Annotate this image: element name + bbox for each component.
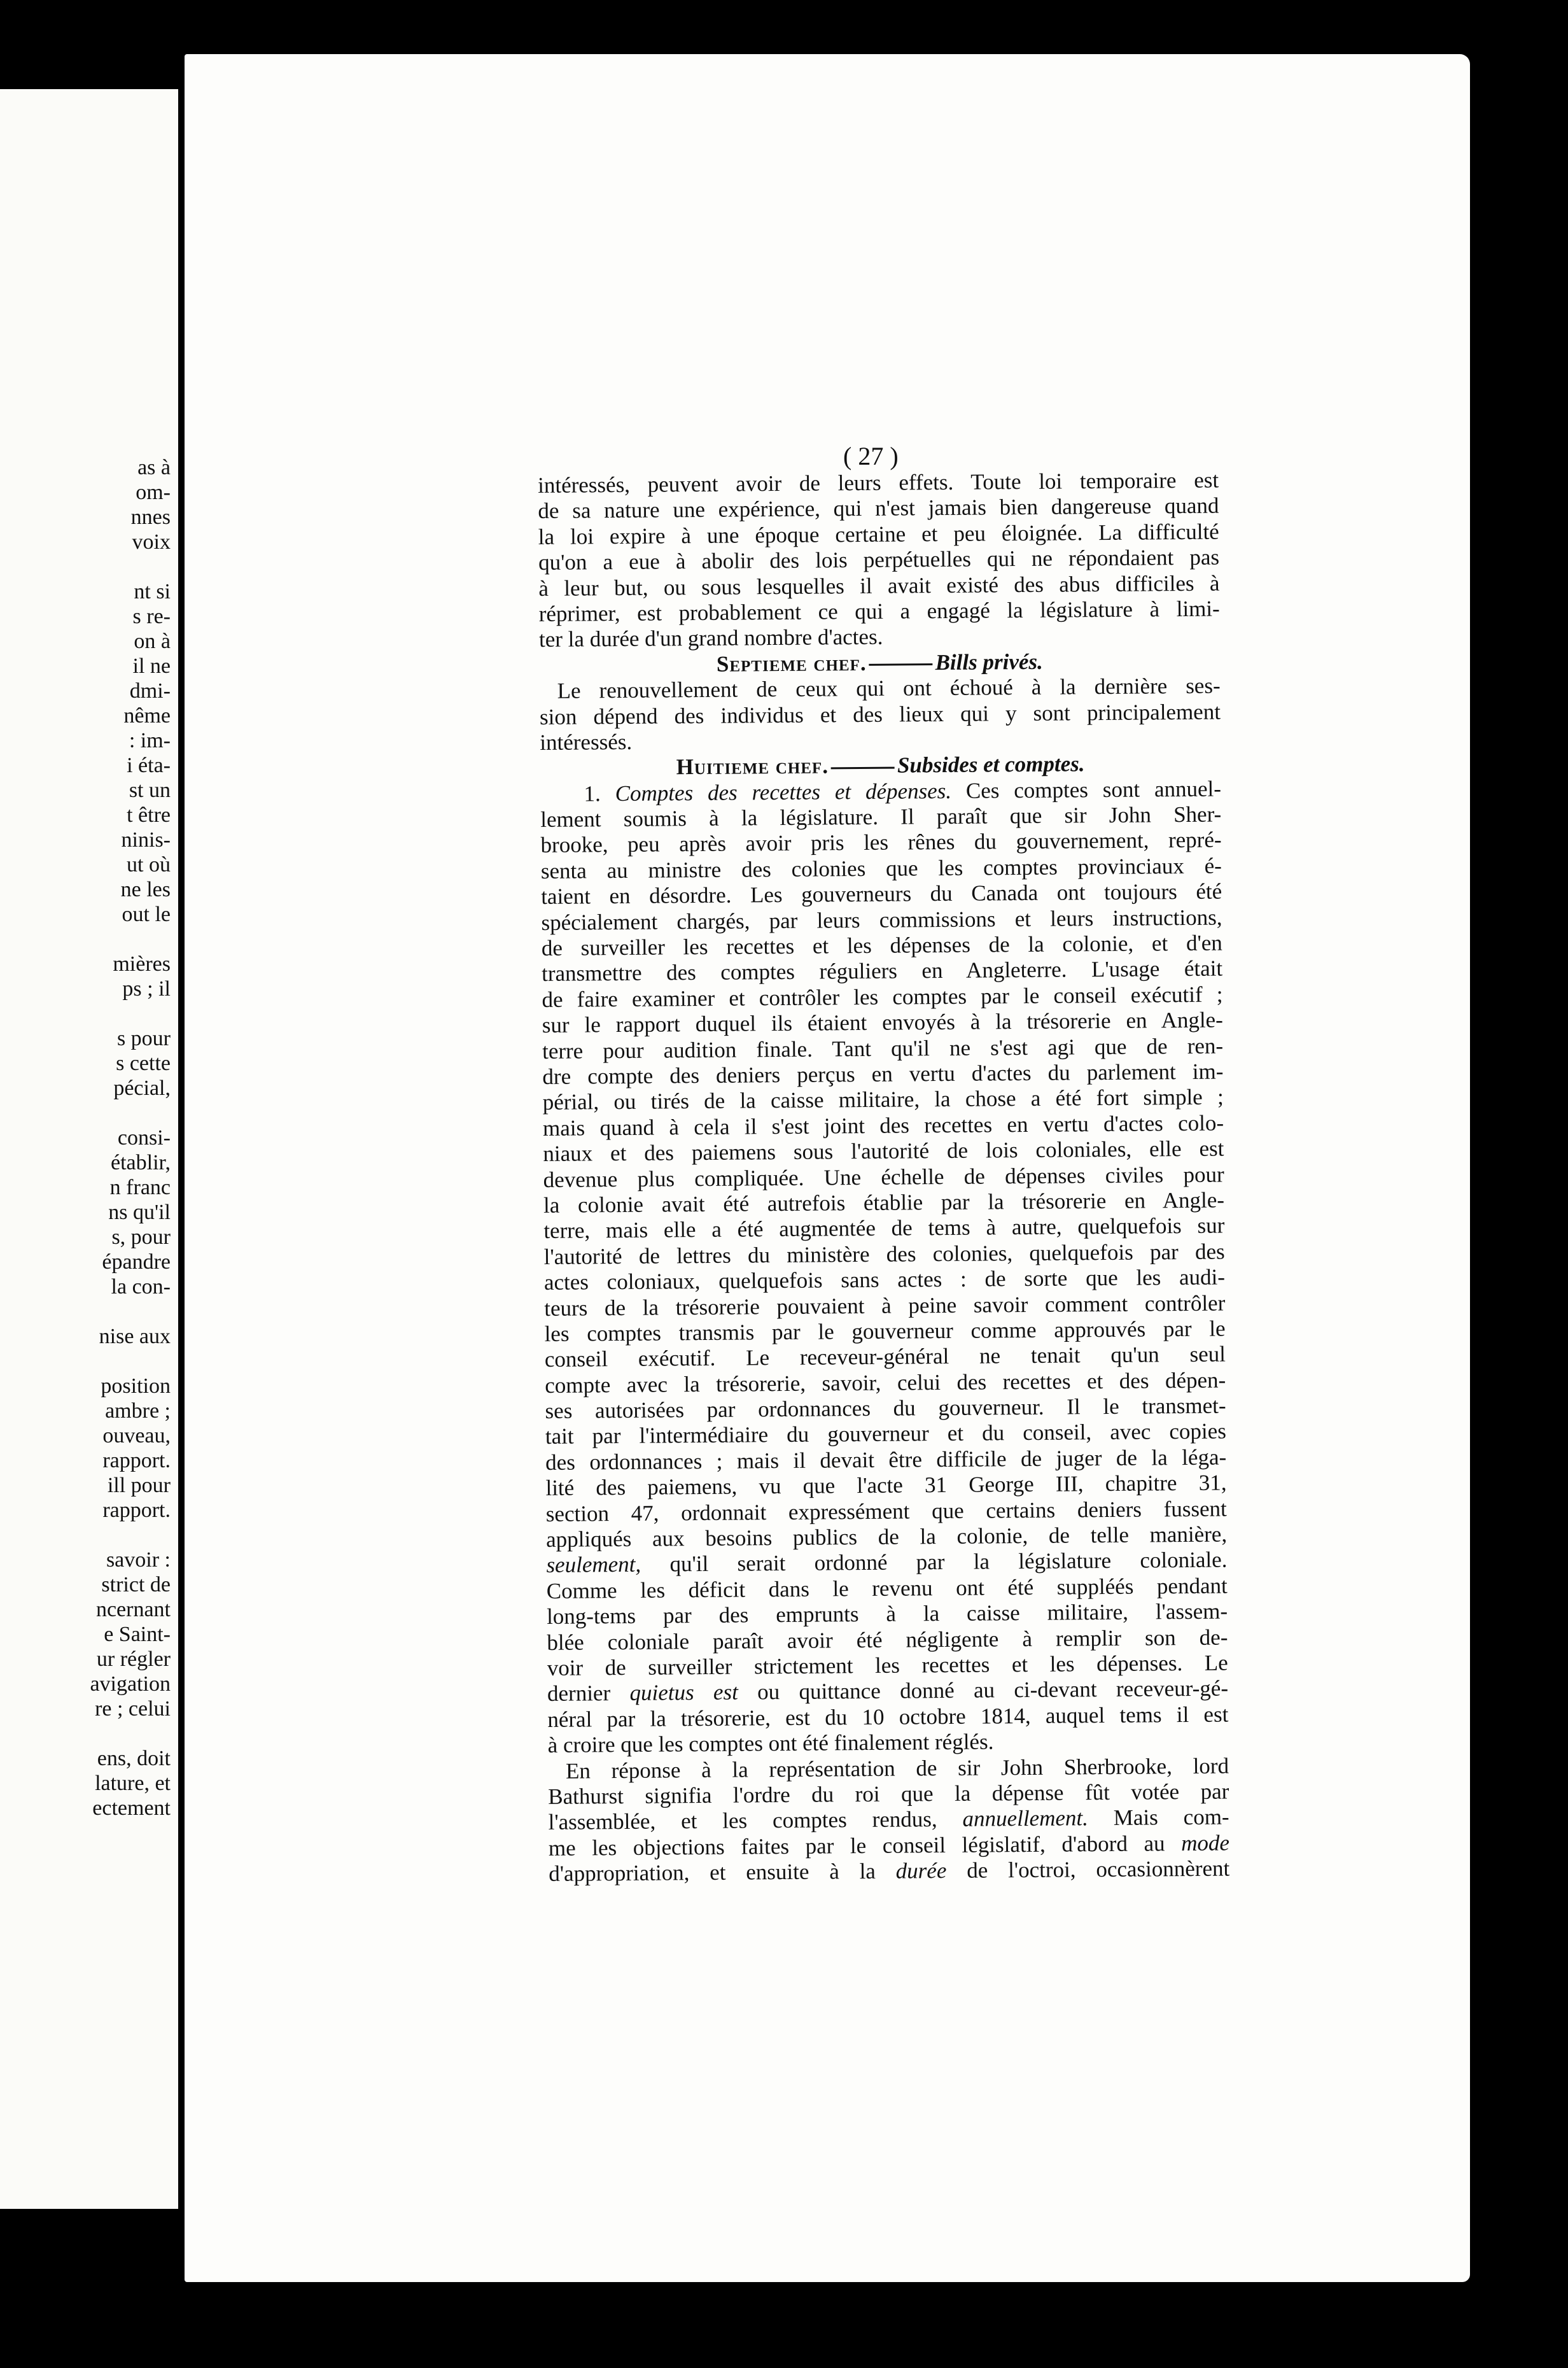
section-7-paragraph bbox=[540, 673, 1221, 756]
left-page-fragment: ninis- bbox=[121, 828, 171, 852]
text-line-start: dernier bbox=[547, 1681, 630, 1707]
left-page-fragment: position bbox=[101, 1374, 171, 1398]
text-line: lement soumis à la législature. Il paraît que sir John Sher- bbox=[540, 801, 1222, 833]
text-line: spécialement chargés, par leurs commissions et leurs instructions, bbox=[541, 905, 1222, 935]
left-page-fragment bbox=[0, 927, 171, 952]
text-line: la loi expire à une époque certaine et peu éloignée. La difficulté bbox=[538, 519, 1219, 549]
text-line: terre, mais elle a été augmentée de tems à autre, quelquefois sur bbox=[543, 1213, 1225, 1244]
text-line: terre pour audition finale. Tant qu'il ne s'est agi que de ren- bbox=[542, 1033, 1224, 1064]
section-title: Subsides et comptes. bbox=[897, 751, 1085, 778]
text-line: blée coloniale paraît avoir été négligente à remplir son de- bbox=[547, 1624, 1228, 1655]
left-page-fragment bbox=[0, 554, 171, 579]
text-line: à leur but, ou sous lesquelles il avait existé des abus difficiles à bbox=[538, 570, 1220, 601]
text-line: néral par la trésorerie, est du 10 octobre 1814, auquel tems il est bbox=[547, 1702, 1229, 1732]
page-text-block bbox=[538, 468, 1229, 1887]
left-page-text-fragments bbox=[0, 455, 171, 1821]
left-page-fragment: ncernant bbox=[95, 1598, 171, 1621]
text-line: de sa nature une expérience, qui n'est jamais bien dangereuse quand bbox=[538, 493, 1219, 524]
left-page-fragment bbox=[0, 1721, 171, 1746]
text-line: qu'on a eue à abolir des lois perpétuelles qui ne répondaient pas bbox=[538, 544, 1220, 575]
left-page-fragment: ectement bbox=[92, 1796, 171, 1820]
text-line: teurs de la trésorerie pouvaient à peine savoir comment contrôler bbox=[544, 1290, 1226, 1321]
text-line: sion dépend des individus et des lieux qui y sont principalement bbox=[539, 699, 1221, 729]
text-line: Le renouvellement de ceux qui ont échoué à la dernière ses- bbox=[557, 673, 1221, 703]
emphasis-word: annuellement. bbox=[962, 1805, 1089, 1832]
text-line: compte avec la trésorerie, savoir, celui des recettes et des dépen- bbox=[545, 1367, 1226, 1398]
left-page-fragment: : im- bbox=[129, 729, 171, 752]
text-line: conseil exécutif. Le receveur-général ne tenait qu'un seul bbox=[544, 1341, 1226, 1372]
text-line: ter la durée d'un grand nombre d'actes. bbox=[538, 624, 883, 652]
left-page-fragment: nême bbox=[123, 704, 171, 728]
left-page-fragment: mières bbox=[113, 952, 171, 976]
text-line: mais quand à cela il s'est joint des recettes en vertu d'actes colo- bbox=[542, 1110, 1224, 1141]
page-number: ( 27 ) bbox=[843, 442, 899, 470]
text-line: devenue plus compliquée. Une échelle de dépenses civiles pour bbox=[543, 1162, 1224, 1192]
left-page-fragment: il ne bbox=[132, 654, 171, 678]
heading-rule bbox=[869, 663, 933, 666]
text-line: brooke, peu après avoir pris les rênes du gouvernement, repré- bbox=[540, 828, 1222, 858]
left-page-fragment: nnes bbox=[130, 505, 171, 529]
text-line: réprimer, est probablement ce qui a engagé la législature à limi- bbox=[538, 596, 1220, 626]
section-8-paragraph-2 bbox=[548, 1753, 1229, 1810]
text-line: à croire que les comptes ont été finalement réglés. bbox=[547, 1729, 994, 1758]
emphasis-word: durée bbox=[895, 1858, 947, 1884]
text-line: long-tems par des emprunts à la caisse militaire, l'assem- bbox=[546, 1598, 1228, 1630]
intro-paragraph bbox=[538, 468, 1220, 653]
left-page-fragment: rapport. bbox=[102, 1449, 171, 1472]
section-8-paragraph-tail bbox=[547, 1702, 1229, 1758]
text-line: tait par l'intermédiaire du gouverneur et du conseil, avec copies bbox=[545, 1419, 1227, 1449]
text-line: Comme les déficit dans le revenu ont été suppléés pendant bbox=[546, 1573, 1228, 1603]
text-line-start: l'assemblée, et les comptes rendus, bbox=[548, 1807, 963, 1835]
text-line-start: d'appropriation, et ensuite à la bbox=[549, 1858, 896, 1887]
left-page-fragment bbox=[0, 1101, 171, 1125]
text-line-rest: qu'il serait ordonné par la législature coloniale. bbox=[641, 1547, 1228, 1577]
left-page-fragment: ens, doit bbox=[97, 1747, 171, 1770]
text-line: lité des paiemens, vu que l'acte 31 George III, chapitre 31, bbox=[545, 1470, 1227, 1501]
left-page-fragment: ns qu'il bbox=[108, 1201, 171, 1224]
left-page-fragment: e Saint- bbox=[104, 1623, 171, 1646]
section-8-paragraph-a bbox=[540, 802, 1227, 1553]
left-page-fragment: t être bbox=[127, 803, 171, 827]
left-page-fragment: strict de bbox=[101, 1573, 171, 1596]
text-line: périal, ou tirés de la caisse militaire, la chose a été fort simple ; bbox=[542, 1084, 1224, 1115]
left-facing-page bbox=[0, 89, 178, 2209]
left-page-fragment bbox=[0, 1299, 171, 1324]
text-line: intéressés, peuvent avoir de leurs effets. Toute loi temporaire est bbox=[538, 467, 1219, 498]
text-line: Bathurst signifia l'ordre du roi que la dépense fût votée par bbox=[548, 1779, 1229, 1809]
left-page-fragment bbox=[0, 1001, 171, 1026]
left-page-fragment: pécial, bbox=[113, 1076, 171, 1100]
left-page-fragment: on à bbox=[134, 630, 171, 653]
left-page-fragment: ur régler bbox=[96, 1647, 171, 1671]
section-label: Huitieme chef. bbox=[676, 753, 829, 780]
left-page-fragment: s, pour bbox=[111, 1225, 171, 1249]
section-title: Bills privés. bbox=[935, 649, 1043, 675]
text-line-rest: ou quittance donné au ci-devant receveur-gé- bbox=[738, 1675, 1229, 1705]
left-page-fragment: nise aux bbox=[99, 1325, 171, 1348]
left-page-fragment: épandre bbox=[102, 1250, 171, 1274]
left-page-fragment: ne les bbox=[120, 878, 171, 901]
heading-rule bbox=[831, 766, 895, 769]
text-line: l'autorité de lettres du ministère des colonies, quelquefois par des bbox=[543, 1239, 1225, 1269]
left-page-fragment: nt si bbox=[134, 580, 171, 603]
text-line: les comptes transmis par le gouverneur comme approuvés par le bbox=[544, 1316, 1226, 1346]
text-line: voir de surveiller strictement les recettes et les dépenses. Le bbox=[547, 1650, 1228, 1681]
text-line: transmettre des comptes réguliers en Angleterre. L'usage était bbox=[542, 955, 1223, 987]
item-title: Comptes des recettes et dépenses. bbox=[615, 778, 952, 806]
text-line: section 47, ordonnait expressément que certains deniers fussent bbox=[545, 1496, 1227, 1526]
text-line-start: me les objections faites par le conseil législatif, d'abord au bbox=[548, 1830, 1182, 1861]
left-page-fragment: voix bbox=[132, 530, 171, 554]
left-page-fragment: n franc bbox=[109, 1176, 171, 1199]
left-page-fragment: dmi- bbox=[129, 679, 171, 703]
text-line-rest: Mais com- bbox=[1088, 1804, 1229, 1831]
text-line: taient en désordre. Les gouverneurs du Canada ont toujours été bbox=[541, 878, 1222, 910]
emphasis-word: mode bbox=[1180, 1830, 1230, 1856]
section-8-paragraph-b bbox=[547, 1573, 1228, 1681]
left-page-fragment: savoir : bbox=[106, 1548, 171, 1572]
emphasis-word: quietus est bbox=[629, 1679, 738, 1706]
left-page-fragment bbox=[0, 1523, 171, 1547]
left-page-fragment: ps ; il bbox=[122, 977, 171, 1001]
left-page-fragment: i éta- bbox=[127, 754, 171, 777]
text-line: dre compte des deniers perçus en vertu d'actes du parlement im- bbox=[542, 1059, 1224, 1089]
left-page-fragment: établir, bbox=[111, 1151, 171, 1174]
left-page-fragment: out le bbox=[122, 903, 171, 926]
text-line: sur le rapport duquel ils étaient envoyés à la trésorerie en Angle- bbox=[542, 1007, 1223, 1038]
left-page-fragment: lature, et bbox=[95, 1772, 171, 1795]
left-page-fragment: consi- bbox=[117, 1126, 171, 1150]
item-number: 1. bbox=[584, 780, 601, 807]
emphasis-word: seulement, bbox=[546, 1552, 641, 1578]
left-page-fragment: as à bbox=[137, 456, 171, 479]
left-page-fragment: ambre ; bbox=[105, 1399, 171, 1423]
text-line-rest: Ces comptes sont annuel- bbox=[965, 776, 1222, 803]
left-page-fragment: re ; celui bbox=[95, 1697, 171, 1721]
text-line: la colonie avait été autrefois établie par la trésorerie en Angle- bbox=[543, 1187, 1225, 1218]
left-page-fragment: ill pour bbox=[107, 1474, 171, 1497]
left-page-fragment: avigation bbox=[90, 1672, 171, 1696]
text-line: appliqués aux besoins publics de la colonie, de telle manière, bbox=[546, 1521, 1228, 1552]
text-line: actes coloniaux, quelquefois sans actes : de sorte que les audi- bbox=[543, 1264, 1226, 1295]
text-line: de surveiller les recettes et les dépenses de la colonie, et d'en bbox=[541, 930, 1222, 961]
text-line: En réponse à la représentation de sir John Sherbrooke, lord bbox=[565, 1753, 1229, 1784]
left-page-fragment bbox=[0, 1349, 171, 1374]
text-line-rest: de l'octroi, occasionnèrent bbox=[946, 1856, 1230, 1884]
text-line: intéressés. bbox=[540, 729, 633, 755]
left-page-fragment: rapport. bbox=[102, 1498, 171, 1522]
left-page-fragment: om- bbox=[136, 481, 171, 504]
section-label: Septieme chef. bbox=[716, 650, 867, 677]
left-page-fragment: ut où bbox=[127, 853, 171, 877]
text-line: des ordonnances ; mais il devait être difficile de juger de la léga- bbox=[545, 1444, 1227, 1475]
left-page-fragment: la con- bbox=[111, 1275, 171, 1299]
text-line bbox=[549, 1856, 1229, 1887]
text-line: niaux et des paiemens sous l'autorité de lois coloniales, elle est bbox=[543, 1136, 1224, 1167]
text-line: senta au ministre des colonies que les comptes provinciaux é- bbox=[540, 853, 1222, 884]
left-page-fragment: s pour bbox=[116, 1027, 171, 1050]
left-page-fragment: s cette bbox=[116, 1052, 171, 1075]
left-page-fragment: s re- bbox=[132, 605, 171, 628]
main-page bbox=[185, 54, 1470, 2282]
left-page-fragment: ouveau, bbox=[102, 1424, 171, 1448]
text-line: de faire examiner et contrôler les comptes par le conseil exécutif ; bbox=[542, 982, 1223, 1012]
text-line: ses autorisées par ordonnances du gouverneur. Il le transmet- bbox=[545, 1393, 1226, 1424]
left-page-fragment: st un bbox=[129, 779, 171, 802]
